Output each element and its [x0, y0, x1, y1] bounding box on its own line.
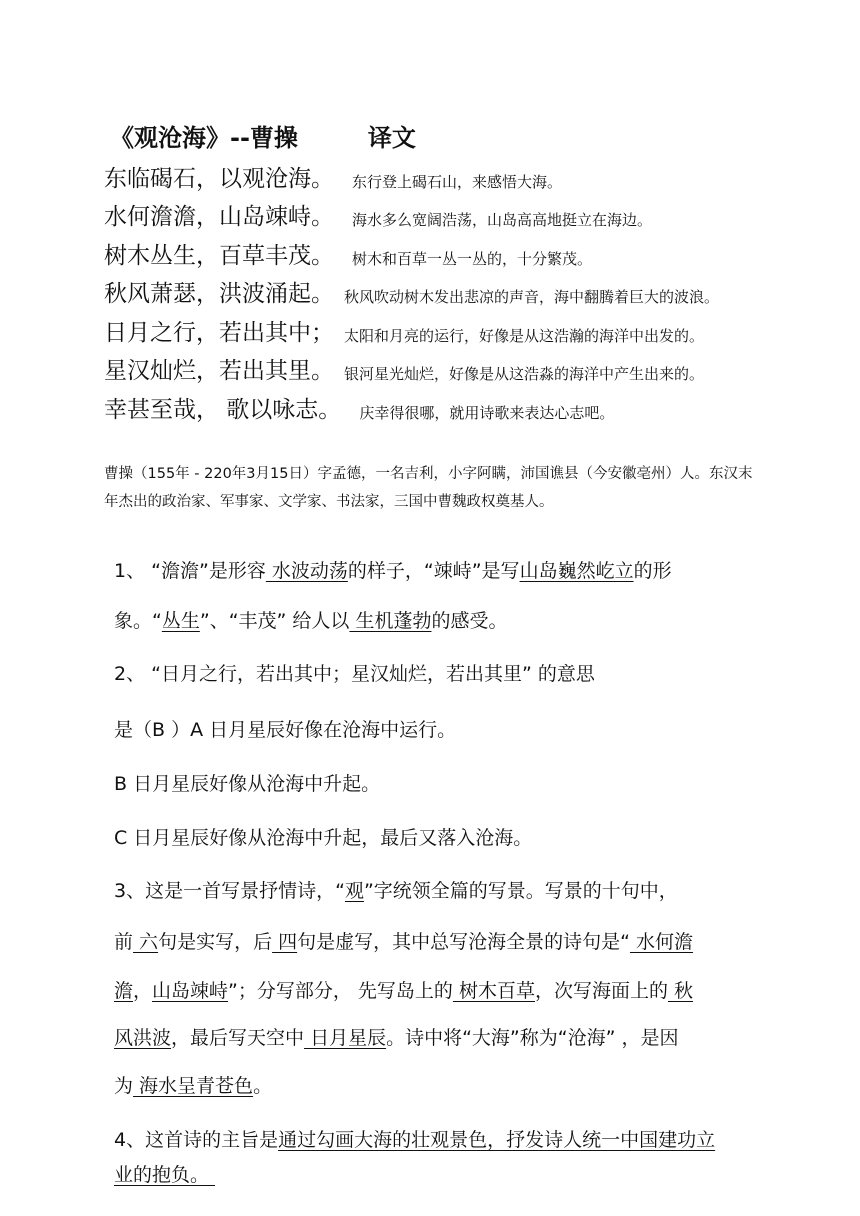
poem-line	[104, 237, 592, 273]
q3-text: ，最后写天空中	[171, 1027, 305, 1049]
question-3-line-1	[114, 876, 764, 903]
q3-text: 为	[114, 1075, 134, 1097]
q3-answer: 六	[133, 931, 159, 953]
question-1-line-2	[114, 606, 764, 633]
poem-title: 《观沧海》--曹操	[110, 124, 298, 152]
poem-line	[104, 275, 719, 311]
q3-answer: 日月星辰	[304, 1027, 387, 1049]
q3-text: 。诗中将“大海”称为“沧海” ，是因	[386, 1027, 679, 1049]
q3-text: 。	[253, 1075, 273, 1097]
question-2-option-c: C 日月星辰好像从沧海中升起，最后又落入沧海。	[114, 827, 533, 849]
poem-translation: 庆幸得很哪，就用诗歌来表达心志吧。	[359, 404, 615, 422]
poem-original: 东临碣石，以观沧海。	[104, 166, 334, 192]
q1-text: 1、 “澹澹”是形容	[114, 560, 266, 582]
q1-answer: 山岛巍然屹立	[519, 560, 634, 582]
q4-answer: 业的抱负。	[114, 1164, 216, 1186]
question-4-line-1	[114, 1125, 764, 1152]
q3-text: ，	[133, 980, 153, 1002]
poem-original: 水何澹澹，山岛竦峙。	[104, 204, 334, 230]
q3-text: ”；分写部分， 先写岛上的	[228, 980, 453, 1002]
author-bio: 曹操（155年 - 220年3月15日）字孟德，一名吉利，小字阿瞒，沛国谯县（今安徽亳州）人。东汉末年杰出的政治家、军事家、文学家、书法家，三国中曹魏政权奠基人。	[104, 466, 753, 510]
question-4-line-2	[114, 1160, 764, 1187]
poem-original: 星汉灿烂，若出其里。	[104, 358, 334, 384]
q1-answer: 水波动荡	[265, 560, 348, 582]
q1-answer: 丛生	[161, 610, 200, 632]
q3-text: ，次写海面上的	[534, 980, 668, 1002]
q3-text: 前	[114, 931, 134, 953]
question-3-line-5	[114, 1071, 764, 1098]
q3-answer: 四	[272, 931, 298, 953]
title-line	[110, 118, 416, 153]
poem-line	[104, 391, 614, 427]
poem-translation: 东行登上碣石山，来感悟大海。	[352, 173, 563, 191]
question-3-line-3	[114, 976, 764, 1003]
poem-original: 秋风萧瑟，洪波涌起。	[104, 281, 334, 307]
question-1-line-1	[114, 556, 764, 583]
poem-original: 日月之行，若出其中；	[104, 320, 334, 346]
poem-original: 树木丛生，百草丰茂。	[104, 243, 334, 269]
question-3-line-4	[114, 1023, 764, 1050]
q3-answer: 海水呈青苍色	[133, 1075, 254, 1097]
poem-translation: 太阳和月亮的运行，好像是从这浩瀚的海洋中出发的。	[344, 327, 705, 345]
q1-text: ”、“丰茂” 给人以	[199, 610, 350, 632]
q1-text: 的样子，“竦峙”是写	[347, 560, 520, 582]
q3-answer: 观	[344, 880, 364, 902]
q4-text: 4、这首诗的主旨是	[114, 1129, 279, 1151]
poem-translation: 银河星光灿烂，好像是从这浩淼的海洋中产生出来的。	[344, 365, 705, 383]
poem-translation: 海水多么宽阔浩荡，山岛高高地挺立在海边。	[352, 211, 653, 229]
q1-text: 的形	[633, 560, 672, 582]
translation-label: 译文	[367, 124, 416, 152]
q4-answer: 通过勾画大海的壮观景色，抒发诗人统一中国建功立	[278, 1129, 716, 1151]
question-3-line-2	[114, 927, 764, 954]
q1-text: 象。“	[114, 610, 162, 632]
q3-answer: 水何澹	[629, 931, 694, 953]
poem-original: 幸甚至哉， 歌以咏志。	[104, 397, 342, 423]
poem-line	[104, 314, 704, 350]
poem-line	[104, 160, 562, 196]
poem-translation: 秋风吹动树木发出悲凉的声音，海中翻腾着巨大的波浪。	[344, 288, 720, 306]
poem-line	[104, 352, 704, 388]
q3-text: ”字统领全篇的写景。写景的十句中，	[363, 880, 678, 902]
q3-text: 句是虚写，其中总写沧海全景的诗句是“	[297, 931, 630, 953]
q1-answer: 生机蓬勃	[349, 610, 432, 632]
q3-answer: 秋	[668, 980, 694, 1002]
question-2-line-2: 是（B ）A 日月星辰好像在沧海中运行。	[114, 719, 457, 741]
poem-translation: 树木和百草一丛一丛的，十分繁茂。	[352, 250, 593, 268]
q3-answer: 风洪波	[114, 1027, 172, 1049]
q3-answer: 澹	[114, 980, 134, 1002]
poem-line	[104, 198, 652, 234]
q3-answer: 山岛竦峙	[152, 980, 229, 1002]
question-2-line-1: 2、 “日月之行，若出其中；星汉灿烂，若出其里” 的意思	[114, 663, 595, 685]
q3-answer: 树木百草	[452, 980, 535, 1002]
q1-text: 的感受。	[431, 610, 508, 632]
q3-text: 句是实写，后	[158, 931, 273, 953]
question-2-option-b: B 日月星辰好像从沧海中升起。	[114, 773, 381, 795]
q3-text: 3、这是一首写景抒情诗，“	[114, 880, 345, 902]
